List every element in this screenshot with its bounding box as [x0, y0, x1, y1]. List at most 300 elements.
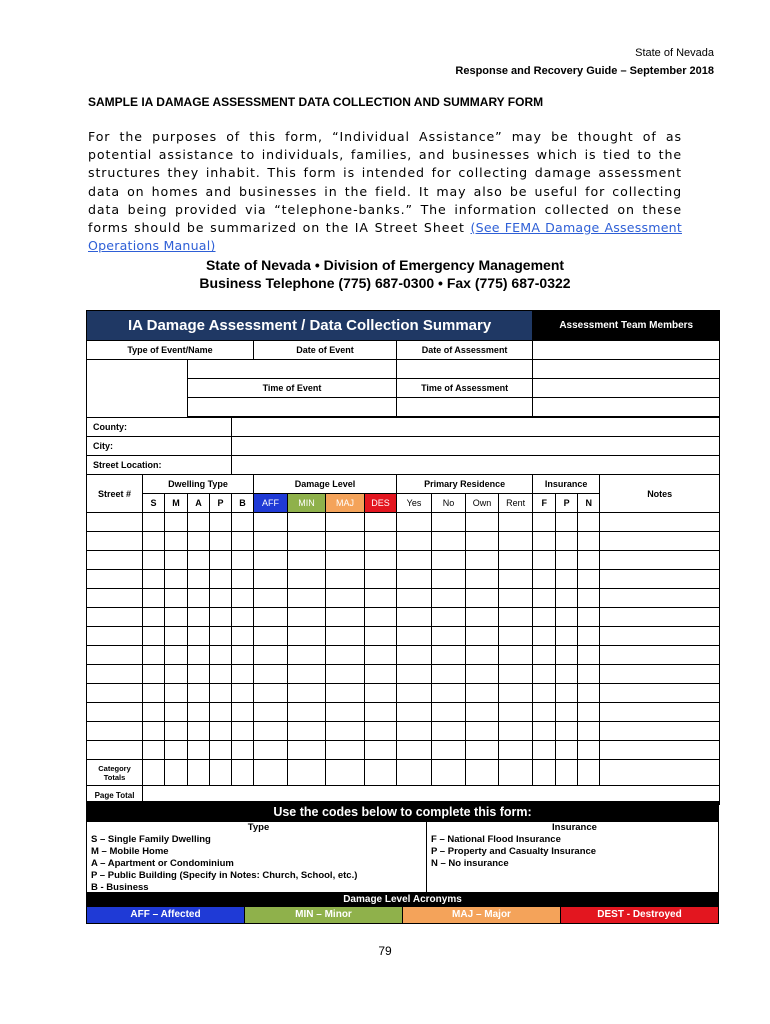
entry-cell[interactable]	[432, 570, 466, 589]
entry-cell[interactable]	[288, 551, 326, 570]
entry-cell[interactable]	[326, 722, 365, 741]
entry-cell[interactable]	[365, 627, 397, 646]
entry-cell[interactable]	[499, 570, 533, 589]
entry-cell[interactable]	[143, 551, 165, 570]
header-guide-title: Response and Recovery Guide – September 2018	[455, 65, 714, 77]
entry-cell[interactable]	[397, 589, 432, 608]
entry-cell[interactable]	[578, 627, 600, 646]
entry-cell[interactable]	[165, 532, 188, 551]
type-code-item: B - Business	[91, 882, 149, 893]
street-number-header: Street #	[87, 475, 143, 513]
entry-cell[interactable]	[432, 532, 466, 551]
entry-cell[interactable]	[365, 684, 397, 703]
entry-cell[interactable]	[165, 684, 188, 703]
entry-cell[interactable]	[188, 646, 210, 665]
street-number-cell[interactable]	[87, 608, 143, 627]
entry-cell[interactable]	[232, 741, 254, 760]
street-number-cell[interactable]	[87, 551, 143, 570]
entry-cell[interactable]	[232, 570, 254, 589]
entry-cell[interactable]	[365, 551, 397, 570]
entry-cell[interactable]	[397, 646, 432, 665]
entry-cell[interactable]	[288, 665, 326, 684]
entry-cell[interactable]	[578, 570, 600, 589]
entry-cell[interactable]	[466, 665, 499, 684]
team-member-field[interactable]	[533, 360, 720, 379]
total-cell[interactable]	[165, 760, 188, 786]
entry-cell[interactable]	[232, 627, 254, 646]
entry-cell[interactable]	[556, 513, 578, 532]
entry-cell[interactable]	[210, 570, 232, 589]
notes-cell[interactable]	[600, 608, 720, 627]
notes-cell[interactable]	[600, 551, 720, 570]
entry-cell[interactable]	[288, 589, 326, 608]
entry-cell[interactable]	[365, 665, 397, 684]
notes-cell[interactable]	[600, 646, 720, 665]
entry-cell[interactable]	[210, 684, 232, 703]
notes-cell[interactable]	[600, 741, 720, 760]
entry-cell[interactable]	[232, 551, 254, 570]
entry-cell[interactable]	[432, 722, 466, 741]
entry-cell[interactable]	[326, 608, 365, 627]
notes-cell[interactable]	[600, 513, 720, 532]
entry-cell[interactable]	[533, 551, 556, 570]
date-of-event-field[interactable]	[188, 360, 397, 379]
entry-cell[interactable]	[533, 608, 556, 627]
entry-cell[interactable]	[499, 722, 533, 741]
intro-text: For the purposes of this form, “Individual Assistance” may be thought of as potential assistance to individuals, families, and businesses which is tied to the structures they inhabit. This form is intended for collecting damage assessment data on homes and businesses in the field. It may also be useful for collecting data being provided via “telephone-banks.” The information collected on these forms should be summarized on the IA Street Sheet	[88, 129, 682, 236]
entry-cell[interactable]	[288, 608, 326, 627]
entry-cell[interactable]	[188, 551, 210, 570]
entry-cell[interactable]	[365, 608, 397, 627]
entry-cell[interactable]	[165, 608, 188, 627]
entry-cell[interactable]	[499, 551, 533, 570]
street-number-cell[interactable]	[87, 513, 143, 532]
entry-cell[interactable]	[288, 741, 326, 760]
entry-cell[interactable]	[556, 570, 578, 589]
insurance-codes-heading: Insurance	[552, 822, 597, 833]
entry-cell[interactable]	[188, 665, 210, 684]
entry-cell[interactable]	[143, 684, 165, 703]
col-minor: MIN	[288, 494, 326, 513]
entry-cell[interactable]	[254, 722, 288, 741]
entry-cell[interactable]	[432, 513, 466, 532]
entry-cell[interactable]	[254, 532, 288, 551]
entry-cell[interactable]	[188, 608, 210, 627]
event-name-field[interactable]	[87, 360, 188, 418]
entry-cell[interactable]	[165, 646, 188, 665]
time-of-event-field[interactable]	[188, 398, 397, 417]
entry-cell[interactable]	[466, 570, 499, 589]
entry-cell[interactable]	[466, 627, 499, 646]
notes-cell[interactable]	[600, 722, 720, 741]
table-row	[87, 551, 720, 570]
street-number-cell[interactable]	[87, 703, 143, 722]
entry-cell[interactable]	[578, 532, 600, 551]
entry-cell[interactable]	[326, 646, 365, 665]
entry-cell[interactable]	[326, 684, 365, 703]
entry-cell[interactable]	[326, 589, 365, 608]
entry-cell[interactable]	[533, 684, 556, 703]
entry-cell[interactable]	[578, 722, 600, 741]
entry-cell[interactable]	[188, 703, 210, 722]
total-cell[interactable]	[143, 760, 165, 786]
entry-cell[interactable]	[432, 627, 466, 646]
street-number-cell[interactable]	[87, 665, 143, 684]
entry-cell[interactable]	[288, 513, 326, 532]
entry-cell[interactable]	[143, 589, 165, 608]
entry-cell[interactable]	[165, 570, 188, 589]
total-cell[interactable]	[556, 760, 578, 786]
city-field[interactable]	[232, 437, 720, 456]
entry-cell[interactable]	[232, 646, 254, 665]
entry-cell[interactable]	[143, 608, 165, 627]
entry-cell[interactable]	[397, 703, 432, 722]
entry-cell[interactable]	[432, 589, 466, 608]
total-cell[interactable]	[210, 760, 232, 786]
entry-cell[interactable]	[288, 722, 326, 741]
entry-cell[interactable]	[188, 722, 210, 741]
entry-cell[interactable]	[210, 513, 232, 532]
entry-cell[interactable]	[254, 684, 288, 703]
col-flood-insurance: F	[533, 494, 556, 513]
entry-cell[interactable]	[578, 589, 600, 608]
col-business: B	[232, 494, 254, 513]
time-of-event-label: Time of Event	[188, 379, 397, 398]
entry-cell[interactable]	[210, 665, 232, 684]
entry-cell[interactable]	[254, 741, 288, 760]
street-number-cell[interactable]	[87, 741, 143, 760]
entry-cell[interactable]	[397, 684, 432, 703]
entry-cell[interactable]	[466, 646, 499, 665]
entry-cell[interactable]	[365, 570, 397, 589]
entry-cell[interactable]	[254, 551, 288, 570]
total-cell[interactable]	[397, 760, 432, 786]
entry-cell[interactable]	[165, 703, 188, 722]
notes-cell[interactable]	[600, 627, 720, 646]
entry-cell[interactable]	[432, 608, 466, 627]
entry-cell[interactable]	[365, 589, 397, 608]
time-of-assessment-field[interactable]	[397, 398, 533, 417]
entry-cell[interactable]	[432, 551, 466, 570]
entry-cell[interactable]	[326, 741, 365, 760]
entry-cell[interactable]	[326, 627, 365, 646]
type-of-event-label: Type of Event/Name	[87, 341, 254, 360]
entry-cell[interactable]	[578, 741, 600, 760]
type-code-item: S – Single Family Dwelling	[91, 834, 211, 845]
entry-cell[interactable]	[143, 665, 165, 684]
entry-cell[interactable]	[210, 551, 232, 570]
entry-cell[interactable]	[326, 570, 365, 589]
date-of-assessment-field[interactable]	[397, 360, 533, 379]
fema-manual-link[interactable]: (See FEMA Damage Assessment Operations Manual)	[88, 220, 682, 254]
entry-cell[interactable]	[254, 608, 288, 627]
col-no-insurance: N	[578, 494, 600, 513]
total-cell[interactable]	[432, 760, 466, 786]
entry-cell[interactable]	[326, 532, 365, 551]
entry-cell[interactable]	[288, 627, 326, 646]
entry-cell[interactable]	[143, 703, 165, 722]
entry-cell[interactable]	[533, 589, 556, 608]
entry-cell[interactable]	[499, 665, 533, 684]
entry-cell[interactable]	[466, 608, 499, 627]
total-cell[interactable]	[499, 760, 533, 786]
entry-cell[interactable]	[466, 703, 499, 722]
entry-cell[interactable]	[288, 532, 326, 551]
entry-cell[interactable]	[143, 646, 165, 665]
total-cell[interactable]	[288, 760, 326, 786]
notes-cell[interactable]	[600, 589, 720, 608]
entry-cell[interactable]	[188, 741, 210, 760]
entry-cell[interactable]	[232, 532, 254, 551]
entry-cell[interactable]	[499, 627, 533, 646]
entry-cell[interactable]	[210, 646, 232, 665]
street-number-cell[interactable]	[87, 570, 143, 589]
team-member-field[interactable]	[533, 341, 720, 360]
entry-cell[interactable]	[578, 703, 600, 722]
entry-cell[interactable]	[232, 589, 254, 608]
entry-cell[interactable]	[288, 570, 326, 589]
entry-cell[interactable]	[533, 627, 556, 646]
entry-cell[interactable]	[533, 703, 556, 722]
entry-cell[interactable]	[254, 589, 288, 608]
entry-cell[interactable]	[397, 551, 432, 570]
entry-cell[interactable]	[165, 513, 188, 532]
total-cell[interactable]	[232, 760, 254, 786]
street-location-label: Street Location:	[87, 456, 232, 475]
entry-cell[interactable]	[556, 608, 578, 627]
table-row	[87, 722, 720, 741]
street-number-cell[interactable]	[87, 532, 143, 551]
entry-cell[interactable]	[232, 703, 254, 722]
entry-cell[interactable]	[326, 665, 365, 684]
entry-cell[interactable]	[556, 627, 578, 646]
entry-cell[interactable]	[232, 722, 254, 741]
agency-phone: Business Telephone (775) 687-0300 • Fax (775) 687-0322	[199, 275, 571, 291]
entry-cell[interactable]	[533, 513, 556, 532]
entry-cell[interactable]	[143, 570, 165, 589]
entry-cell[interactable]	[143, 722, 165, 741]
total-cell[interactable]	[578, 760, 600, 786]
entry-cell[interactable]	[466, 513, 499, 532]
entry-cell[interactable]	[556, 589, 578, 608]
entry-cell[interactable]	[188, 684, 210, 703]
street-location-field[interactable]	[232, 456, 720, 475]
notes-cell[interactable]	[600, 570, 720, 589]
total-cell[interactable]	[254, 760, 288, 786]
entry-cell[interactable]	[578, 608, 600, 627]
entry-cell[interactable]	[499, 646, 533, 665]
entry-cell[interactable]	[188, 589, 210, 608]
entry-cell[interactable]	[556, 722, 578, 741]
entry-cell[interactable]	[499, 608, 533, 627]
entry-cell[interactable]	[397, 608, 432, 627]
entry-cell[interactable]	[499, 741, 533, 760]
entry-cell[interactable]	[432, 741, 466, 760]
entry-cell[interactable]	[397, 722, 432, 741]
intro-paragraph	[88, 128, 682, 255]
entry-cell[interactable]	[578, 551, 600, 570]
notes-cell[interactable]	[600, 703, 720, 722]
entry-cell[interactable]	[232, 608, 254, 627]
entry-cell[interactable]	[432, 646, 466, 665]
entry-cell[interactable]	[556, 646, 578, 665]
entry-cell[interactable]	[432, 665, 466, 684]
entry-cell[interactable]	[210, 703, 232, 722]
entry-cell[interactable]	[210, 532, 232, 551]
entry-cell[interactable]	[466, 722, 499, 741]
entry-cell[interactable]	[499, 513, 533, 532]
entry-cell[interactable]	[499, 532, 533, 551]
col-rent: Rent	[499, 494, 533, 513]
col-major: MAJ	[326, 494, 365, 513]
col-own: Own	[466, 494, 499, 513]
entry-cell[interactable]	[165, 722, 188, 741]
entry-cell[interactable]	[499, 684, 533, 703]
entry-cell[interactable]	[499, 589, 533, 608]
damage-level-header: Damage Level	[254, 475, 397, 494]
entry-cell[interactable]	[533, 570, 556, 589]
county-field[interactable]	[232, 418, 720, 437]
entry-cell[interactable]	[210, 722, 232, 741]
entry-cell[interactable]	[466, 551, 499, 570]
total-cell[interactable]	[188, 760, 210, 786]
entry-cell[interactable]	[365, 741, 397, 760]
notes-cell[interactable]	[600, 684, 720, 703]
entry-cell[interactable]	[254, 646, 288, 665]
street-number-cell[interactable]	[87, 722, 143, 741]
entry-cell[interactable]	[533, 722, 556, 741]
entry-cell[interactable]	[232, 684, 254, 703]
notes-cell[interactable]	[600, 665, 720, 684]
entry-cell[interactable]	[165, 627, 188, 646]
entry-cell[interactable]	[143, 627, 165, 646]
type-codes	[87, 822, 427, 892]
entry-cell[interactable]	[556, 684, 578, 703]
entry-cell[interactable]	[365, 722, 397, 741]
entry-cell[interactable]	[232, 513, 254, 532]
page-total-label: Page Total	[87, 786, 143, 805]
acronym-affected: AFF – Affected	[87, 907, 244, 923]
team-member-field[interactable]	[533, 398, 720, 417]
street-number-cell[interactable]	[87, 589, 143, 608]
entry-cell[interactable]	[556, 741, 578, 760]
entry-cell[interactable]	[365, 703, 397, 722]
entry-cell[interactable]	[143, 513, 165, 532]
entry-cell[interactable]	[397, 665, 432, 684]
entry-cell[interactable]	[165, 551, 188, 570]
entry-cell[interactable]	[210, 741, 232, 760]
entry-cell[interactable]	[578, 684, 600, 703]
total-cell[interactable]	[326, 760, 365, 786]
entry-cell[interactable]	[533, 665, 556, 684]
entry-cell[interactable]	[499, 703, 533, 722]
total-notes-cell[interactable]	[600, 760, 720, 786]
entry-cell[interactable]	[165, 741, 188, 760]
total-cell[interactable]	[466, 760, 499, 786]
dwelling-type-header: Dwelling Type	[143, 475, 254, 494]
entry-cell[interactable]	[432, 703, 466, 722]
table-row	[87, 703, 720, 722]
entry-cell[interactable]	[210, 589, 232, 608]
entry-cell[interactable]	[143, 741, 165, 760]
entry-cell[interactable]	[326, 513, 365, 532]
total-cell[interactable]	[365, 760, 397, 786]
entry-cell[interactable]	[466, 684, 499, 703]
entry-cell[interactable]	[556, 665, 578, 684]
entry-cell[interactable]	[365, 646, 397, 665]
entry-cell[interactable]	[210, 608, 232, 627]
entry-cell[interactable]	[288, 684, 326, 703]
team-member-field[interactable]	[533, 379, 720, 398]
codes-title: Use the codes below to complete this form:	[87, 802, 718, 822]
entry-cell[interactable]	[365, 532, 397, 551]
entry-cell[interactable]	[188, 532, 210, 551]
entry-cell[interactable]	[326, 551, 365, 570]
street-number-cell[interactable]	[87, 627, 143, 646]
entry-cell[interactable]	[533, 532, 556, 551]
entry-cell[interactable]	[254, 513, 288, 532]
entry-cell[interactable]	[533, 741, 556, 760]
total-cell[interactable]	[533, 760, 556, 786]
entry-cell[interactable]	[556, 532, 578, 551]
entry-cell[interactable]	[254, 570, 288, 589]
entry-cell[interactable]	[165, 665, 188, 684]
notes-cell[interactable]	[600, 532, 720, 551]
entry-cell[interactable]	[188, 513, 210, 532]
street-number-cell[interactable]	[87, 646, 143, 665]
entry-cell[interactable]	[556, 551, 578, 570]
county-label: County:	[87, 418, 232, 437]
table-row	[87, 532, 720, 551]
street-number-cell[interactable]	[87, 684, 143, 703]
entry-cell[interactable]	[397, 570, 432, 589]
entry-cell[interactable]	[143, 532, 165, 551]
entry-cell[interactable]	[397, 741, 432, 760]
entry-cell[interactable]	[466, 741, 499, 760]
entry-cell[interactable]	[578, 665, 600, 684]
entry-cell[interactable]	[397, 513, 432, 532]
entry-cell[interactable]	[254, 627, 288, 646]
entry-cell[interactable]	[254, 665, 288, 684]
entry-cell[interactable]	[397, 532, 432, 551]
entry-cell[interactable]	[326, 703, 365, 722]
entry-cell[interactable]	[578, 646, 600, 665]
entry-cell[interactable]	[188, 570, 210, 589]
entry-cell[interactable]	[432, 684, 466, 703]
entry-cell[interactable]	[397, 627, 432, 646]
entry-cell[interactable]	[188, 627, 210, 646]
form-title: SAMPLE IA DAMAGE ASSESSMENT DATA COLLECTION AND SUMMARY FORM	[88, 95, 544, 109]
entry-cell[interactable]	[533, 646, 556, 665]
entry-cell[interactable]	[365, 513, 397, 532]
entry-cell[interactable]	[556, 703, 578, 722]
entry-cell[interactable]	[578, 513, 600, 532]
col-single-family: S	[143, 494, 165, 513]
entry-cell[interactable]	[165, 589, 188, 608]
table-title: IA Damage Assessment / Data Collection Summary	[87, 311, 533, 341]
damage-level-acronyms-title: Damage Level Acronyms	[87, 893, 718, 907]
entry-cell[interactable]	[288, 703, 326, 722]
acronym-major: MAJ – Major	[402, 907, 560, 923]
entry-cell[interactable]	[466, 532, 499, 551]
entry-cell[interactable]	[254, 703, 288, 722]
entry-cell[interactable]	[210, 627, 232, 646]
entry-cell[interactable]	[232, 665, 254, 684]
primary-residence-header: Primary Residence	[397, 475, 533, 494]
entry-cell[interactable]	[288, 646, 326, 665]
insurance-codes	[427, 822, 718, 892]
entry-cell[interactable]	[466, 589, 499, 608]
